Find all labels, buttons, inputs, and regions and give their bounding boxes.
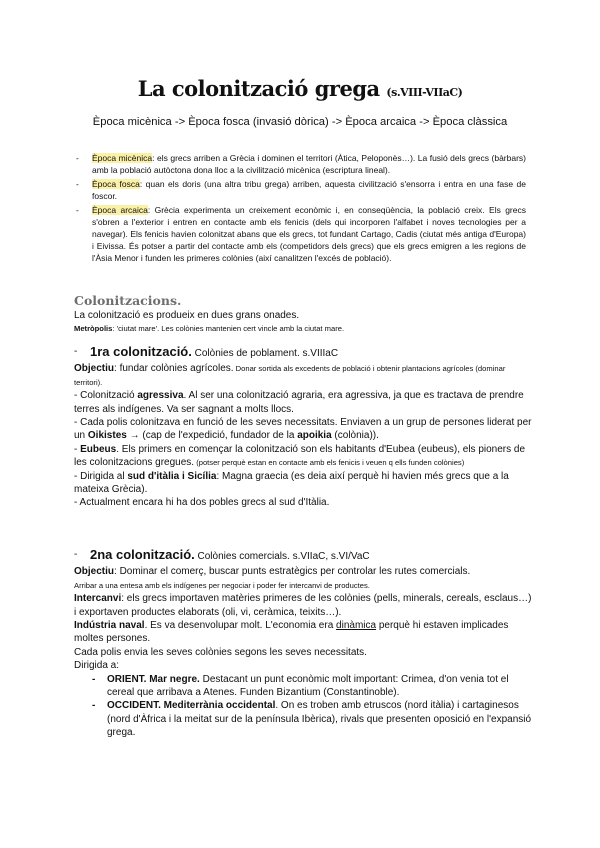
term-micenica: Època micènica [92, 153, 153, 163]
term-fosca: Època fosca [92, 179, 140, 189]
epochs-list [76, 152, 526, 266]
section-heading: Colonitzacions. [74, 293, 182, 308]
second-heading: - 2na colonització. Colònies comercials. s.VIIaC, s.VI/VaC [74, 547, 370, 562]
term-arcaica: Època arcaica [92, 205, 148, 215]
list-item: - OCCIDENT. Mediterrània occidental. On es troben amb etruscos (nord itàlia) i cartaginesos (nord d'Àfrica i la meitat sur de la península Ibèrica), rivals que presenten oposició en l'expansió grega. [92, 700, 532, 739]
list-item: - ORIENT. Mar negre. Destacant un punt econòmic molt important: Crimea, d'on venia tot el cereal que arribava a Atenes. Funden Bizantium (Constantinoble). [92, 673, 509, 699]
title-main: La colonització grega [137, 76, 380, 101]
title-period: (s.VIII-VIIaC) [386, 86, 463, 99]
list-item: - Època fosca: quan els doris (una altra tribu grega) arriben, aquesta civilització s'ensorra i entra en una fase de foscor. [76, 179, 526, 201]
epochs-line: Època micènica -> Època fosca (invasió dòrica) -> Època arcaica -> Època clàssica [92, 116, 508, 128]
section-intro: La colonització es produeix en dues grans onades. Metròpolis: 'ciutat mare'. Les colònies mantenien cert vincle amb la ciutat mare. [74, 310, 345, 334]
list-item: - Època micènica: els grecs arriben a Grècia i dominen el territori (Àtica, Peloponès…). La fusió dels grecs (bàrbars) amb la població autòctona dona lloc a la civilització micènica (escriptura lineal). [76, 153, 526, 175]
list-item: - Època arcaica: Grècia experimenta un creixement econòmic i, en conseqüència, la població creix. Els grecs s'obren a l'exterior i entren en contacte amb els fenicis (dels qui incorporen l'alfabet i noves tecnologies per a navegar). Els fenicis havien colonitzat abans que els grecs, tot fundant Cartago, Cadis (ciutat més antiga d'Europa) i Eivissa. És potser a partir del contacte amb els (competidors dels grecs) que els grecs emigren a les regions de l'Àsia Menor i funden les primeres colònies (així canalitzen l'excés de població). [76, 205, 526, 263]
first-heading: - 1ra colonització. Colònies de poblament. s.VIIIaC [74, 344, 339, 359]
first-colonization: - 1ra colonització. Colònies de poblament. s.VIIIaC Objectiu: fundar colònies agrícoles. Donar sortida als excedents de població i obtenir plantacions agrícoles (dominar territori). - Colonització agressiva. Al ser una colonització agraria, era agressiva, ja que es tractava de prendre terres als indígenes. Va ser sagnant a molts llocs. - Cada polis colonitzava en funció de les seves necessitats. Enviaven a un grup de persones liderat per un Oikistes → (cap de l'expedició, fundador de la apoikia (colònia)). - Eubeus. Els primers en començar la colonització son els habitants d'Eubea (eubeus), els pioners de les colonitzacions gregues. (potser perquè estan en contacte amb els fenicis i veuen q ells funden colònies) - Dirigida al sud d'itàlia i Sicília: Magna graecia (es deia així perquè hi havien més grecs que a la mateixa Grècia). - Actualment encara hi ha dos pobles grecs al sud d'Itàlia. [74, 345, 534, 510]
page-title [0, 76, 600, 101]
second-colonization: - 2na colonització. Colònies comercials. s.VIIaC, s.VI/VaC Objectiu: Dominar el comerç, buscar punts estratègics per controlar les rutes comercials. Arribar a una entesa amb els indígenes per negociar i poder fer intercanvi de productes. Intercanvi: els grecs importaven matèries primeres de les colònies (pells, minerals, cereals, esclaus…) i exportaven productes elaborats (oli, vi, ceràmica, teixits…). Indústria naval. Es va desenvolupar molt. L'economia era dinàmica perquè hi estaven implicades moltes persones. Cada polis envia les seves colònies segons les seves necessitats. Dirigida a: - ORIENT. Mar negre. Destacant un punt econòmic molt important: Crimea, d'on venia tot el cereal que arribava a Atenes. Funden Bizantium (Constantinoble). - OCCIDENT. Mediterrània occidental. On es troben amb etruscos (nord itàlia) i cartaginesos (nord d'Àfrica i la meitat sur de la península Ibèrica), rivals que presenten oposició en l'expansió grega. [74, 548, 534, 740]
